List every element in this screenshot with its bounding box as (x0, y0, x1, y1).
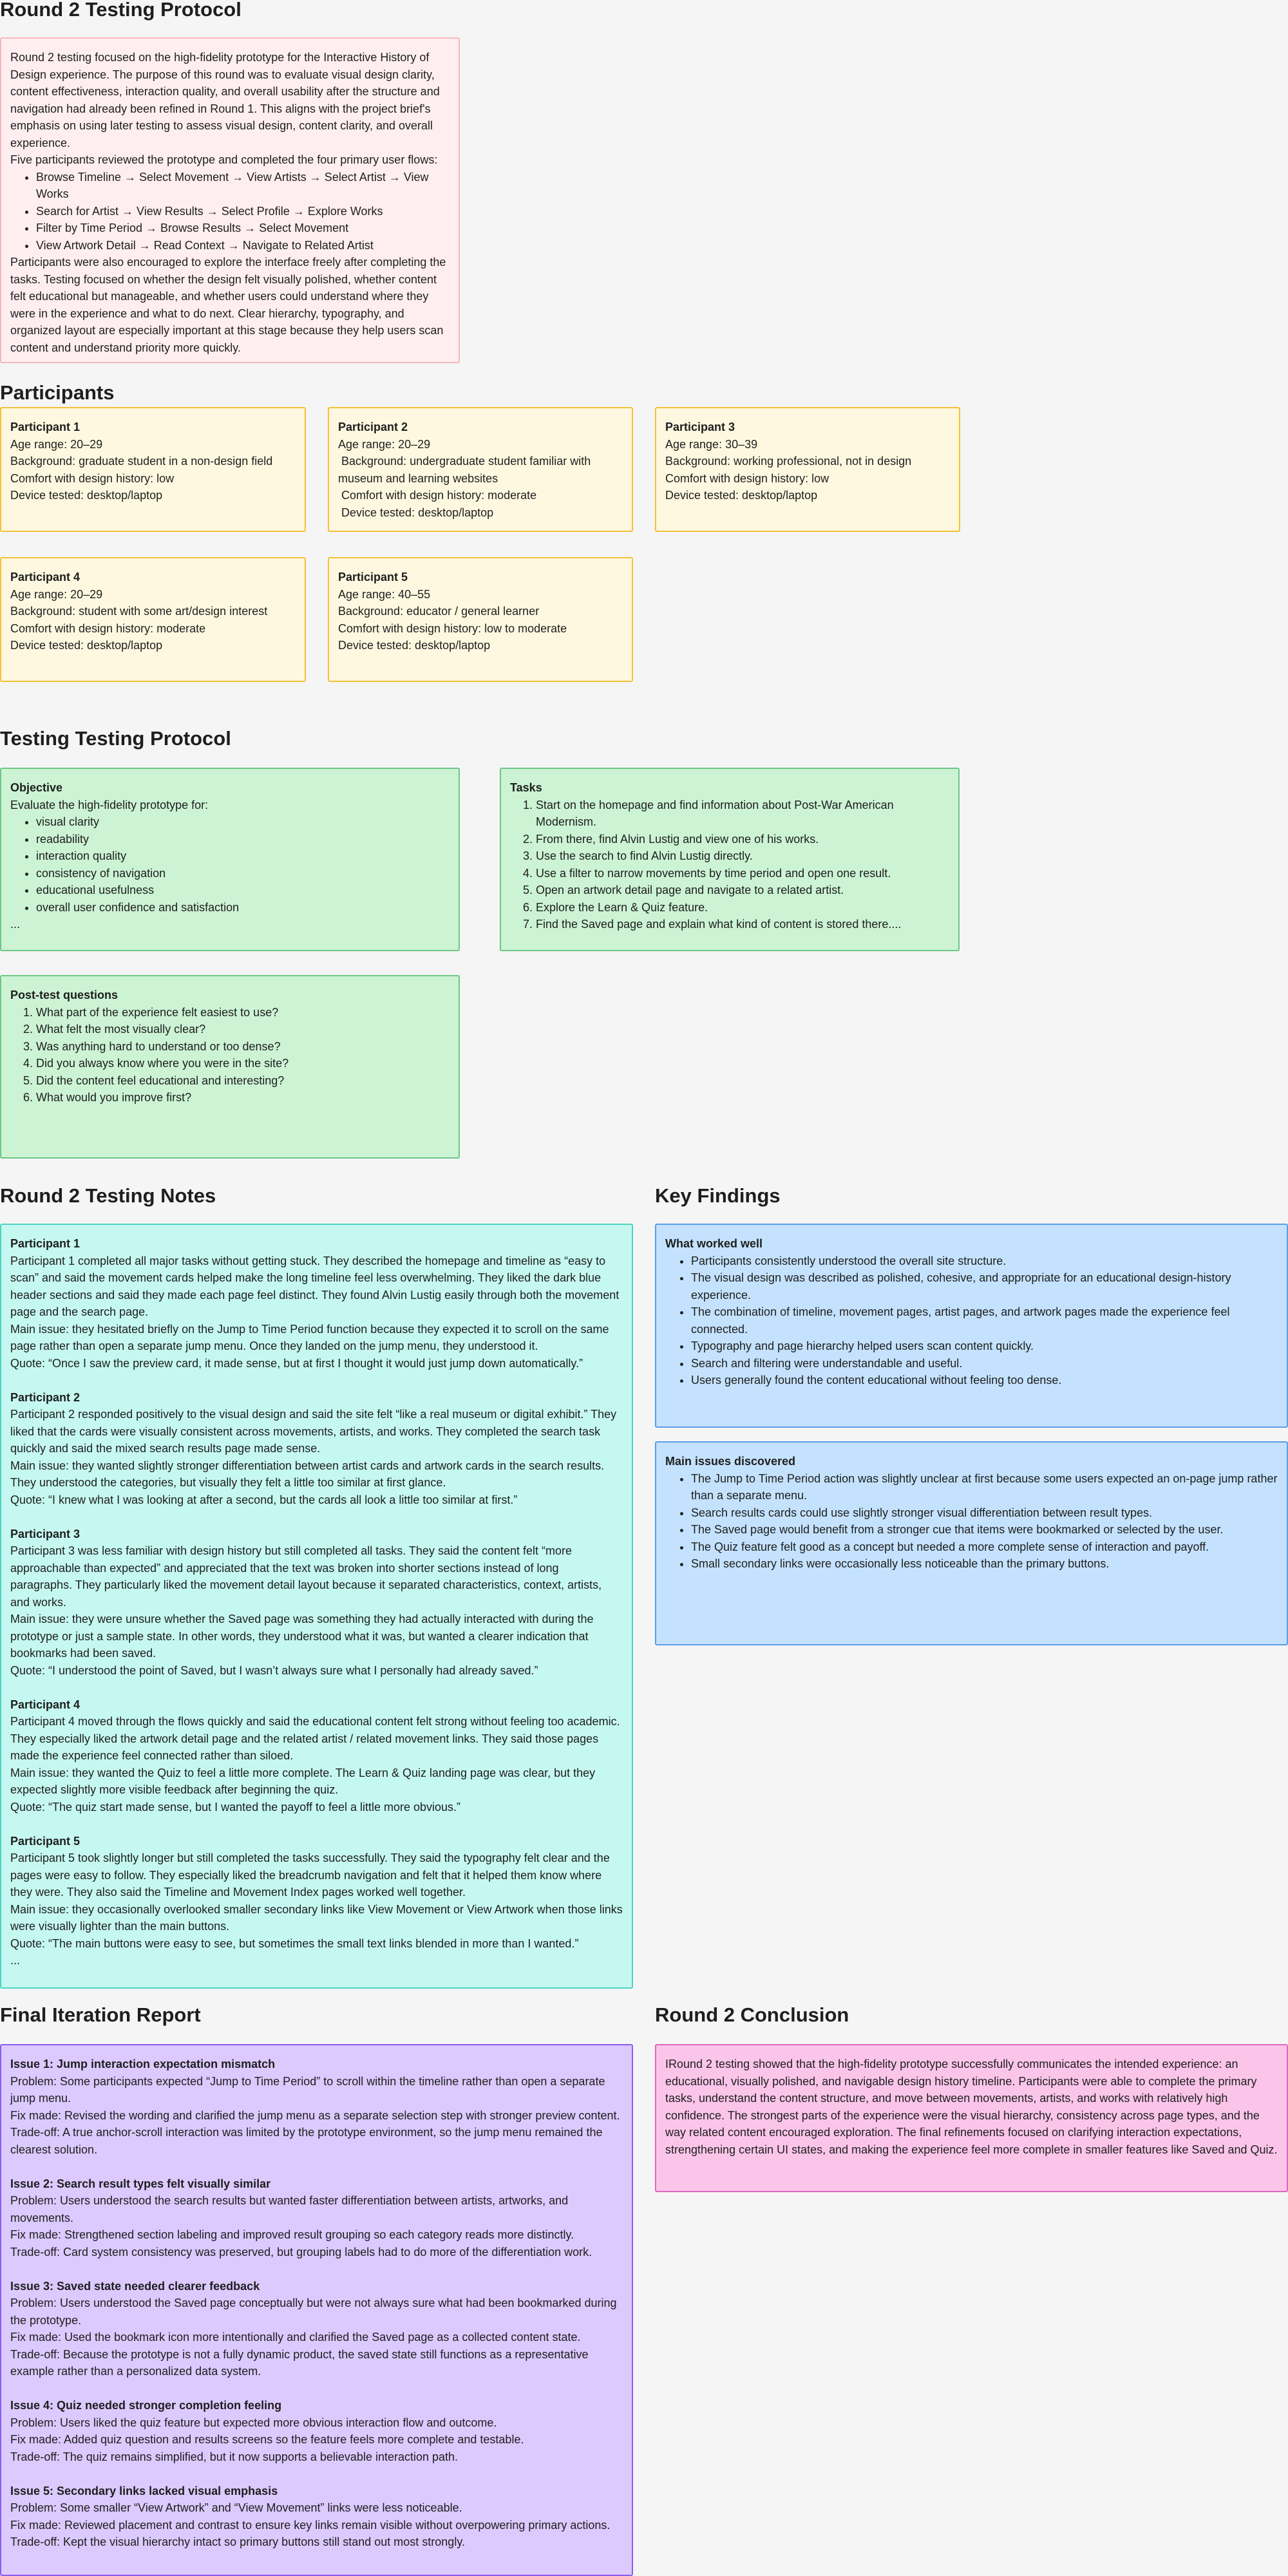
conclusion-text: IRound 2 testing showed that the high-fidelity prototype successfully communicates the intended experience: an educational, visually polished, and navigable design history timeline. Participants were able to complete the primary tasks, understand the content structure, and move between movements, artists, and works with relatively high confidence. The strongest parts of the experience were the visual hierarchy, consistency across page types, and the way related content encouraged exploration. The final refinements focused on clarifying interaction expectations, strengthening certain UI states, and making the experience feel more complete in smaller features like Saved and Quiz. (665, 2058, 1278, 2156)
objective-item: • readability (36, 831, 450, 848)
task-item: 6. Explore the Learn & Quiz feature. (536, 899, 949, 916)
objective-item: • visual clarity (36, 813, 450, 831)
note-participant-4 (10, 1696, 623, 1816)
note-quote: Quote: “The main buttons were easy to see, but sometimes the small text links blended in more than I wanted.” (10, 1937, 579, 1950)
participant-detail: Age range: 40–55 (338, 587, 431, 601)
task-item: 4. Use a filter to narrow movements by time period and open one result. (536, 865, 949, 882)
iteration-issue-title: Issue 5: Secondary links lacked visual emphasis (10, 2484, 278, 2497)
protocol-heading: Round 2 Testing Protocol (0, 0, 242, 21)
post-test-item: 2. What felt the most visually clear? (36, 1021, 450, 1038)
iteration-problem: Problem: Some smaller “View Artwork” and “View Movement” links were less noticeable. (10, 2501, 462, 2514)
note-participant-1 (10, 1235, 623, 1372)
participant-card-1 (0, 407, 306, 532)
iteration-issue-1 (10, 2056, 623, 2158)
iteration-problem: Problem: Users understood the Saved page conceptually but were not always sure what had been bookmarked during the prototype. (10, 2297, 617, 2327)
note-summary: Participant 5 took slightly longer but still completed the tasks successfully. They said the typography felt clear and the pages were easy to follow. They especially liked the breadcrumb navigation and felt that it helped them know where they were. They also said the Timeline and Movement Index pages worked well together. (10, 1852, 610, 1899)
flows-list (10, 169, 450, 254)
flow-item: • Filter by Time Period → Browse Results → Select Movement (36, 220, 450, 237)
iteration-tradeoff: Trade-off: The quiz remains simplified, but it now supports a believable interaction path. (10, 2450, 459, 2463)
task-item: 7. Find the Saved page and explain what kind of content is stored there.... (536, 916, 949, 933)
iteration-tradeoff: Trade-off: A true anchor-scroll interaction was limited by the prototype environment, so the jump menu remained the clearest solution. (10, 2126, 603, 2156)
objective-item: • overall user confidence and satisfaction (36, 899, 450, 916)
participant-title: Participant 1 (10, 421, 80, 433)
participant-card-3 (655, 407, 960, 532)
participant-title: Participant 2 (338, 421, 408, 433)
protocol-intro: Round 2 testing focused on the high-fidelity prototype for the Interactive History of Design experience. The purpose of this round was to evaluate visual design clarity, content effectiveness, interaction quality, and overall usability after the structure and navigation had already been refined in Round 1. This aligns with the project brief's emphasis on using later testing to assess visual design, content clarity, and overall experience. (10, 51, 440, 149)
participant-detail: Device tested: desktop/laptop (665, 489, 818, 502)
iteration-problem: Problem: Users liked the quiz feature but expected more obvious interaction flow and outcome. (10, 2416, 497, 2429)
iteration-fix: Fix made: Reviewed placement and contrast to ensure key links remain visible without overpowering primary actions. (10, 2518, 611, 2532)
participant-detail: Background: working professional, not in design (665, 455, 912, 468)
flow-item: • Search for Artist → View Results → Select Profile → Explore Works (36, 203, 450, 220)
iteration-fix: Fix made: Revised the wording and clarified the jump menu as a separate selection step with stronger preview content. (10, 2108, 620, 2122)
note-participant-2 (10, 1389, 623, 1509)
note-quote: Quote: “Once I saw the preview card, it made sense, but at first I thought it would just jump down automatically.” (10, 1356, 583, 1370)
iteration-problem: Problem: Users understood the search results but wanted faster differentiation between artists, artworks, and movements. (10, 2194, 569, 2224)
iteration-fix: Fix made: Used the bookmark icon more intentionally and clarified the Saved page as a collected content state. (10, 2331, 581, 2344)
iteration-problem: Problem: Some participants expected “Jump to Time Period” to scroll within the timeline rather than open a separate jump menu. (10, 2074, 605, 2105)
post-test-item: 1. What part of the experience felt easiest to use? (36, 1004, 450, 1021)
objective-list (10, 813, 450, 916)
participant-detail: Device tested: desktop/laptop (338, 506, 494, 519)
notes-heading: Round 2 Testing Notes (0, 1184, 216, 1207)
iteration-tradeoff: Trade-off: Card system consistency was preserved, but grouping labels had to do more of the differentiation work. (10, 2245, 592, 2259)
tasks-list (510, 797, 949, 933)
participant-detail: Device tested: desktop/laptop (10, 639, 163, 652)
post-test-list (10, 1004, 450, 1106)
participant-detail: Device tested: desktop/laptop (338, 639, 491, 652)
participant-card-4 (0, 557, 306, 682)
note-summary: Participant 1 completed all major tasks without getting stuck. They described the homepage and timeline as “easy to scan” and said the movement cards helped make the long timeline feel less overwhelming. They liked the dark blue header sections and said they made each page feel distinct. They found Alvin Lustig easily through both the movement page and the search page. (10, 1254, 620, 1318)
issue-item: • The Quiz feature felt good as a concept but needed a more complete sense of interaction and payoff. (691, 1539, 1278, 1556)
participant-detail: Comfort with design history: low (665, 471, 829, 485)
note-title: Participant 1 (10, 1237, 80, 1250)
finding-item: • Typography and page hierarchy helped users scan content quickly. (691, 1338, 1278, 1355)
note-quote: Quote: “I understood the point of Saved, but I wasn’t always sure what I personally had already saved.” (10, 1663, 538, 1677)
iteration-issue-4 (10, 2397, 623, 2465)
task-item: 3. Use the search to find Alvin Lustig directly. (536, 848, 949, 865)
participant-title: Participant 5 (338, 571, 408, 583)
testing-protocol-heading: Testing Testing Protocol (0, 727, 231, 750)
iteration-card (0, 2044, 633, 2576)
issues-list (665, 1470, 1278, 1573)
participant-detail: Background: educator / general learner (338, 605, 540, 618)
participants-heading: Participants (0, 381, 115, 404)
worked-well-card (655, 1224, 1288, 1428)
iteration-issue-5 (10, 2483, 623, 2551)
note-quote: Quote: “I knew what I was looking at after a second, but the cards all look a little too similar at first.” (10, 1493, 518, 1506)
participant-detail: Age range: 20–29 (338, 437, 431, 451)
objective-item: • interaction quality (36, 848, 450, 865)
participant-detail: Age range: 20–29 (10, 437, 103, 451)
issue-item: • Small secondary links were occasionally less noticeable than the primary buttons. (691, 1555, 1278, 1573)
note-summary: Participant 2 responded positively to the visual design and said the site felt “like a real museum or digital exhibit.” They liked that the cards were visually consistent across movements, artists, and works. They completed the search task quickly and said the mixed search results page made sense. (10, 1408, 617, 1455)
note-quote: Quote: “The quiz start made sense, but I wanted the payoff to feel a little more obvious.” (10, 1800, 461, 1814)
participant-detail: Background: graduate student in a non-design field (10, 455, 273, 468)
participant-detail: Comfort with design history: low (10, 471, 175, 485)
participant-detail: Background: student with some art/design interest (10, 605, 268, 618)
note-main-issue: Main issue: they hesitated briefly on the Jump to Time Period function because they expected it to scroll on the same page rather than open a separate jump menu. Once they landed on the jump menu, they understood it. (10, 1322, 609, 1352)
conclusion-heading: Round 2 Conclusion (655, 2003, 849, 2026)
flow-item: • View Artwork Detail → Read Context → Navigate to Related Artist (36, 237, 450, 254)
note-main-issue: Main issue: they wanted the Quiz to feel a little more complete. The Learn & Quiz landing page was clear, but they expected slightly more visible feedback after beginning the quiz. (10, 1766, 596, 1796)
post-test-item: 6. What would you improve first? (36, 1089, 450, 1106)
iteration-fix: Fix made: Strengthened section labeling and improved result grouping so each category reads more distinctly. (10, 2228, 574, 2241)
note-main-issue: Main issue: they were unsure whether the Saved page was something they had actually interacted with during the prototype or just a sample state. In other words, they understood what it was, but wanted a clearer indication that bookmarks had been saved. (10, 1613, 594, 1660)
protocol-flows-lead: Five participants reviewed the prototype and completed the four primary user flows: (10, 153, 438, 166)
finding-item: • The visual design was described as polished, cohesive, and appropriate for an educational design-history experience. (691, 1269, 1278, 1303)
participant-detail: Device tested: desktop/laptop (10, 489, 163, 502)
finding-item: • Participants consistently understood the overall site structure. (691, 1253, 1278, 1270)
note-participant-3 (10, 1526, 623, 1680)
note-participant-5 (10, 1833, 623, 1969)
iteration-tradeoff: Trade-off: Because the prototype is not a fully dynamic product, the saved state still functions as a representative example rather than a personalized data system. (10, 2347, 589, 2378)
objective-item: • educational usefulness (36, 882, 450, 899)
note-main-issue: Main issue: they occasionally overlooked smaller secondary links like View Movement or View Artwork when those links were visually lighter than the main buttons. (10, 1902, 623, 1933)
issue-item: • Search results cards could use slightly stronger visual differentiation between result types. (691, 1504, 1278, 1522)
iteration-fix: Fix made: Added quiz question and results screens so the feature feels more complete and testable. (10, 2433, 524, 2446)
participant-detail: Comfort with design history: moderate (10, 621, 206, 635)
issue-item: • The Saved page would benefit from a stronger cue that items were bookmarked or selected by the user. (691, 1521, 1278, 1539)
participant-title: Participant 3 (665, 421, 735, 433)
worked-well-list (665, 1253, 1278, 1389)
objective-title: Objective (10, 781, 63, 794)
worked-well-title: What worked well (665, 1237, 763, 1250)
tasks-card (500, 768, 960, 951)
issues-title: Main issues discovered (665, 1455, 796, 1468)
participant-detail: Comfort with design history: moderate (338, 489, 537, 502)
note-title: Participant 2 (10, 1390, 80, 1404)
issue-item: • The Jump to Time Period action was slightly unclear at first because some users expected an on-page jump rather than a separate menu. (691, 1470, 1278, 1504)
post-test-title: Post-test questions (10, 989, 118, 1001)
participant-detail: Age range: 20–29 (10, 587, 103, 601)
conclusion-card (655, 2044, 1288, 2192)
note-summary: Participant 4 moved through the flows quickly and said the educational content felt strong without feeling too academic. They especially liked the artwork detail page and the related artist / related movement links. They said those pages made the experience feel connected rather than siloed. (10, 1715, 620, 1762)
participant-detail: Background: undergraduate student familiar with museum and learning websites (338, 455, 594, 485)
participant-title: Participant 4 (10, 571, 80, 583)
iteration-issue-title: Issue 1: Jump interaction expectation mismatch (10, 2058, 276, 2070)
note-summary: Participant 3 was less familiar with design history but still completed all tasks. They said the content felt “more approachable than expected” and appreciated that the text was broken into shorter sections instead of long paragraphs. They particularly liked the movement detail layout because it separated characteristics, context, artists, and works. (10, 1544, 602, 1609)
objective-lead: Evaluate the high-fidelity prototype for: (10, 798, 209, 811)
flow-item: • Browse Timeline → Select Movement → View Artists → Select Artist → View Works (36, 169, 450, 203)
task-item: 5. Open an artwork detail page and navigate to a related artist. (536, 882, 949, 899)
findings-heading: Key Findings (655, 1184, 781, 1207)
participant-detail: Comfort with design history: low to moderate (338, 621, 567, 635)
post-test-card (0, 975, 460, 1159)
iteration-issue-3 (10, 2278, 623, 2380)
objective-ellipsis: ... (10, 918, 21, 931)
notes-card (0, 1224, 633, 1989)
iteration-issue-2 (10, 2175, 623, 2261)
finding-item: • The combination of timeline, movement pages, artist pages, and artwork pages made the experience feel connected. (691, 1303, 1278, 1338)
participant-card-2 (328, 407, 633, 532)
protocol-outro: Participants were also encouraged to explore the interface freely after completing the tasks. Testing focused on whether the design felt visually polished, whether content felt educational but manageable, and whether users could understand where they were in the experience and what to do next. Clear hierarchy, typography, and organized layout are especially important at this stage because they help users scan content and understand priority more quickly. (10, 256, 446, 354)
post-test-item: 3. Was anything hard to understand or too dense? (36, 1038, 450, 1056)
note-ellipsis: ... (10, 1954, 21, 1967)
iteration-issue-title: Issue 4: Quiz needed stronger completion feeling (10, 2399, 282, 2412)
note-main-issue: Main issue: they wanted slightly stronger differentiation between artist cards and artwork cards in the search results. They understood the categories, but visually they felt a little too similar at first glance. (10, 1459, 605, 1489)
iteration-issue-title: Issue 3: Saved state needed clearer feedback (10, 2279, 260, 2293)
post-test-item: 5. Did the content feel educational and interesting? (36, 1072, 450, 1090)
objective-card (0, 768, 460, 951)
participant-card-5 (328, 557, 633, 682)
iteration-issue-title: Issue 2: Search result types felt visually similar (10, 2177, 271, 2190)
task-item: 2. From there, find Alvin Lustig and view one of his works. (536, 831, 949, 848)
finding-item: • Users generally found the content educational without feeling too dense. (691, 1372, 1278, 1389)
protocol-card (0, 37, 460, 363)
participant-detail: Age range: 30–39 (665, 437, 758, 451)
note-title: Participant 4 (10, 1698, 80, 1711)
finding-item: • Search and filtering were understandable and useful. (691, 1355, 1278, 1372)
issues-card (655, 1441, 1288, 1645)
post-test-item: 4. Did you always know where you were in the site? (36, 1055, 450, 1072)
iteration-tradeoff: Trade-off: Kept the visual hierarchy intact so primary buttons still stand out most strongly. (10, 2535, 465, 2548)
tasks-title: Tasks (510, 781, 542, 794)
iteration-heading: Final Iteration Report (0, 2003, 201, 2026)
task-item: 1. Start on the homepage and find information about Post-War American Modernism. (536, 797, 949, 831)
note-title: Participant 3 (10, 1527, 80, 1540)
note-title: Participant 5 (10, 1834, 80, 1848)
objective-item: • consistency of navigation (36, 865, 450, 882)
